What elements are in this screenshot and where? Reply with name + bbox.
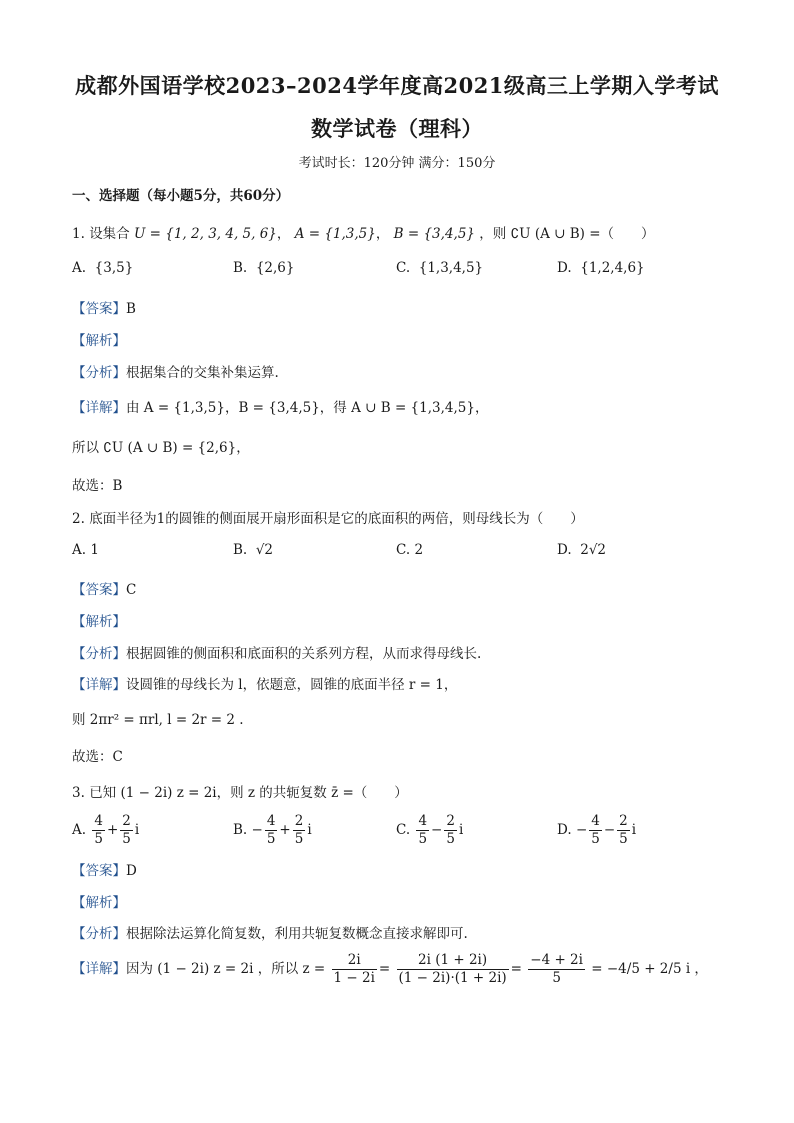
set-u: U = {1, 2, 3, 4, 5, 6} bbox=[133, 226, 277, 242]
q1-option-d: D. {1,2,4,6} bbox=[557, 260, 645, 276]
q3-option-c: C. $\frac{4}{5}$ − $\frac{2}{5}$ i bbox=[396, 813, 464, 847]
question-3-stem: 3. 已知 (1 − 2i) z = 2i，则 z 的共轭复数 z̄ =（ ） bbox=[72, 785, 408, 801]
q1-analysis-label: 【解析】 bbox=[72, 333, 126, 349]
q2-option-a: A. 1 bbox=[72, 542, 99, 558]
q1-option-a: A. {3,5} bbox=[72, 260, 134, 276]
q1-option-b: B. {2,6} bbox=[233, 260, 295, 276]
q3-option-d: D. − $\frac{4}{5}$ − $\frac{2}{5}$ i bbox=[557, 813, 637, 847]
q1-reasoning: 【分析】根据集合的交集补集运算. bbox=[72, 365, 279, 381]
q1-choose: 故选：B bbox=[72, 478, 123, 494]
q3-option-a: A. $\frac{4}{5}$ + $\frac{2}{5}$ i bbox=[72, 813, 140, 847]
q3-analysis-label: 【解析】 bbox=[72, 895, 126, 911]
q1-answer: 【答案】B bbox=[72, 301, 136, 317]
q1-option-c: C. {1,3,4,5} bbox=[396, 260, 484, 276]
q2-detail-2: 则 2πr² = πrl, l = 2r = 2 . bbox=[72, 712, 244, 728]
stem-text: 设集合 bbox=[89, 226, 130, 242]
q3-option-b: B. − $\frac{4}{5}$ + $\frac{2}{5}$ i bbox=[233, 813, 312, 847]
q2-option-b: B. √2 bbox=[233, 542, 274, 558]
q2-analysis-label: 【解析】 bbox=[72, 614, 126, 630]
answer-label: 【答案】 bbox=[72, 301, 126, 317]
question-1-stem: 1. 设集合 U = {1, 2, 3, 4, 5, 6}， A = {1,3,5}， B = {3,4,5} ，则 ∁U (A ∪ B) =（ ） bbox=[72, 226, 655, 242]
set-a: A = {1,3,5} bbox=[294, 226, 376, 242]
q1-detail-2: 所以 ∁U (A ∪ B) = {2,6}， bbox=[72, 440, 250, 456]
q2-option-d: D. 2√2 bbox=[557, 542, 607, 558]
q1-detail: 【详解】由 A = {1,3,5}，B = {3,4,5}，得 A ∪ B = {1,3,4,5}， bbox=[72, 400, 489, 416]
q2-reasoning: 【分析】根据圆锥的侧面积和底面积的关系列方程，从而求得母线长. bbox=[72, 646, 482, 662]
question-number: 1. bbox=[72, 226, 85, 242]
q3-reasoning: 【分析】根据除法运算化简复数，利用共轭复数概念直接求解即可. bbox=[72, 926, 468, 942]
q3-answer: 【答案】D bbox=[72, 863, 137, 879]
q2-choose: 故选：C bbox=[72, 749, 123, 765]
q2-answer: 【答案】C bbox=[72, 582, 137, 598]
q2-option-c: C. 2 bbox=[396, 542, 424, 558]
q2-detail: 【详解】设圆锥的母线长为 l，依题意，圆锥的底面半径 r = 1， bbox=[72, 677, 458, 693]
set-b: B = {3,4,5} bbox=[393, 226, 475, 242]
exam-subtitle: 数学试卷（理科） bbox=[311, 116, 483, 141]
exam-title: 成都外国语学校2023–2024学年度高2021级高三上学期入学考试 bbox=[75, 73, 719, 98]
q3-detail: 【详解】因为 (1 − 2i) z = 2i ，所以 z = $\frac{2i}{1 - 2i}$ = $\frac{2i (1 + 2i)}{(1 - 2i)\cdot(1 + 2i)}$ = $\frac{-4 + 2i}{5}$ = −4/5 + 2/5 i ， bbox=[72, 952, 708, 986]
exam-meta: 考试时长：120分钟 满分：150分 bbox=[298, 156, 496, 171]
stem-ask: ，则 ∁U (A ∪ B) =（ ） bbox=[479, 226, 655, 242]
question-2-stem: 2. 底面半径为1的圆锥的侧面展开扇形面积是它的底面积的两倍，则母线长为（ ） bbox=[72, 511, 584, 527]
section-heading: 一、选择题（每小题5分，共60分） bbox=[72, 188, 290, 204]
